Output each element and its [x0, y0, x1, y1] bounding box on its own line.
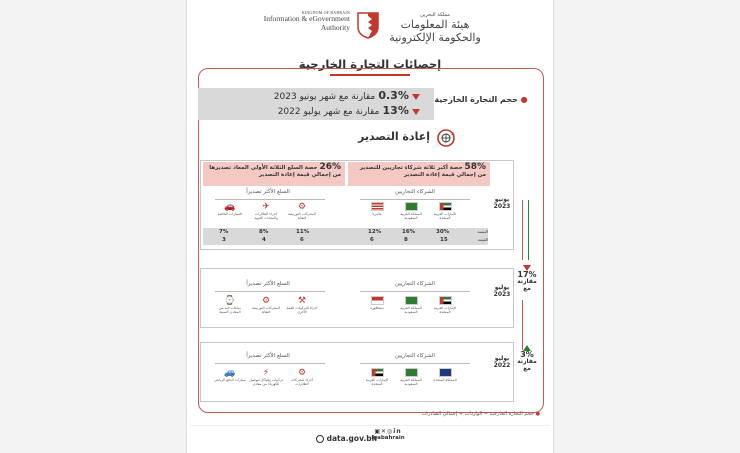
partner-uk [430, 368, 460, 382]
saudi-pct: 16% [402, 229, 416, 235]
comparison-text: مقارنة مع [517, 278, 537, 292]
partners-share-value: 58% [464, 162, 486, 172]
engine-icon: ⚙ [297, 202, 307, 212]
kingdom-ar: مملكة البحرين [420, 12, 450, 18]
turbojets-pct: 11% [296, 229, 310, 235]
comparison-july-2022 [516, 344, 538, 372]
trade-row-2-text: مقارنة مع شهر يوليو 2022 [277, 107, 380, 117]
agency-name-en [250, 10, 350, 32]
agency-name-ar [385, 12, 485, 44]
partner-uae [430, 296, 460, 314]
divider [360, 199, 470, 200]
saudi-flag-icon [405, 296, 418, 305]
divider [215, 363, 325, 364]
footnote [370, 411, 540, 417]
products-share-header [203, 162, 345, 186]
aircraft-part-icon: ✈ [262, 202, 270, 212]
partner-name: المملكة المتحدة [433, 378, 457, 382]
engine-icon: ⚙ [261, 296, 271, 306]
cars-pct: 7% [219, 229, 229, 235]
trade-row-2 [250, 104, 420, 117]
connector-line [522, 300, 523, 350]
data-gov-text: data.gov.bh [326, 434, 377, 443]
divider [215, 291, 325, 292]
social-icons: ▣✕◎in [374, 428, 402, 435]
singapore-flag-icon [371, 296, 384, 305]
product-name: أجزاء الطائرات والمعدات الجوية [254, 212, 278, 220]
partner-name: سنغافورة [370, 306, 384, 310]
connector-line [522, 200, 523, 260]
date-july-2023 [490, 284, 514, 298]
reexport-title: إعادة التصدير [358, 130, 430, 143]
products-subtitle: السلع الأكثر تصديراً [246, 281, 290, 287]
partner-saudi [396, 368, 426, 386]
comparison-value: 3% [520, 350, 534, 359]
footnote-text: حجم التجارة الخارجية = الواردات + إجمالي الصادرات [421, 411, 535, 417]
partner-saudi [396, 202, 426, 220]
saudi-flag-icon [405, 202, 418, 211]
product-name: ساعات اليد من المعادن الثمينة [218, 306, 242, 314]
car-icon: 🚗 [224, 202, 236, 212]
date-year: 2023 [493, 291, 511, 298]
agency-ar: هيئة المعلومات والحكومة الإلكترونية [389, 18, 481, 44]
divider [360, 363, 470, 364]
partner-uae [430, 202, 460, 220]
product-name: السيارات الخاصة [217, 212, 243, 216]
date-year: 2023 [493, 203, 511, 210]
aircraft-parts-pct: 8% [259, 229, 269, 235]
panel-july-2023 [200, 268, 514, 328]
trade-row-1-value: 0.3% [378, 89, 409, 102]
uae-value: 15 [440, 237, 448, 243]
partner-name: المملكة العربية السعودية [400, 378, 422, 386]
partner-name: الإمارات العربية المتحدة [365, 378, 389, 386]
partners-subtitle: الشركاء التجاريين [395, 281, 435, 287]
label-value: القيمة [477, 237, 488, 242]
cars-value: 3 [222, 237, 226, 243]
partner-malaysia [362, 202, 392, 216]
agency-line-1: Information & eGovernment [263, 14, 350, 23]
product-aircraft-engine-parts [285, 368, 319, 386]
product-aircraft-parts [249, 202, 283, 220]
social-handle-text: igabahrain [371, 435, 405, 441]
date-year: 2022 [493, 362, 511, 369]
uae-flag-icon [439, 202, 452, 211]
turbojets-value: 6 [300, 237, 304, 243]
divider [360, 291, 470, 292]
comparison-value: 17% [517, 270, 537, 279]
globe-icon [316, 435, 324, 443]
date-july-2022 [490, 355, 514, 369]
bullet-icon: ● [535, 411, 540, 417]
uae-pct: 30% [436, 229, 450, 235]
foreign-trade-text: حجم التجارة الخارجية [434, 95, 518, 104]
products-share-value: 26% [319, 162, 341, 172]
globe-refresh-icon [436, 128, 456, 148]
date-month: يوليو [494, 284, 510, 291]
saudi-flag-icon [405, 368, 418, 377]
foreign-trade-label [420, 95, 542, 104]
partners-subtitle: الشركاء التجاريين [395, 353, 435, 359]
aircraft-parts-value: 4 [262, 237, 266, 243]
product-parts [285, 296, 319, 314]
malaysia-pct: 12% [368, 229, 382, 235]
product-cars [213, 202, 247, 216]
comparison-june-2023 [516, 264, 538, 292]
malaysia-value: 6 [370, 237, 374, 243]
product-watches [213, 296, 247, 314]
label-pct: النسبة [477, 229, 488, 234]
product-name: تركيبات وهياكل لتوصيل الكهرباء من معادن [249, 378, 283, 386]
date-month: يوليو [494, 355, 510, 362]
product-name: أجزاء للتركيبات الفنية الأخرى [286, 306, 318, 314]
page-title: إحصائات التجارة الخارجية [298, 57, 442, 71]
panel-july-2022 [200, 342, 514, 402]
partner-name: الإمارات العربية المتحدة [433, 212, 457, 220]
date-month: يونيو [494, 196, 510, 203]
partner-saudi [396, 296, 426, 314]
trade-row-2-value: 13% [382, 104, 409, 117]
partner-uae [362, 368, 392, 386]
parts-icon: ⚒ [297, 296, 307, 306]
product-turbojets [249, 296, 283, 314]
product-name: المحركات التوربينية النفاثة [251, 306, 280, 314]
date-june-2023 [490, 196, 514, 210]
partner-singapore [362, 296, 392, 310]
kingdom-label: KINGDOM OF BAHRAIN [301, 10, 350, 15]
uae-flag-icon [371, 368, 384, 377]
products-share-text: حصة السلع الثلاثة الأولى المعاد تصديرها من إجمالي قيمة إعادة التصدير [209, 165, 341, 178]
partner-name: المملكة العربية السعودية [400, 212, 422, 220]
product-name: أجزاء لمحركات الطائرات [290, 378, 314, 386]
connector-line [528, 200, 529, 260]
bullet-icon: ● [520, 95, 528, 104]
partner-name: المملكة العربية السعودية [400, 306, 422, 314]
product-name: سيارات الدفع الرباعي [214, 378, 246, 382]
partners-share-text: حصة أكبر ثلاثة شركاء تجاريين للتصدير من إجمالي قيمة إعادة التصدير [359, 165, 486, 178]
decrease-icon [412, 109, 420, 115]
trade-row-1 [250, 89, 420, 102]
product-suv [213, 368, 247, 382]
comparison-text: مقارنة مع [517, 358, 537, 372]
product-electric-fittings [249, 368, 283, 386]
product-name: المحركات التوربينية النفاثة [287, 212, 316, 220]
product-turbojets [285, 202, 319, 220]
partners-share-header [348, 162, 490, 186]
uae-flag-icon [439, 296, 452, 305]
engine-icon: ⚙ [297, 368, 307, 378]
products-subtitle: السلع الأكثر تصديراً [246, 189, 290, 195]
bahrain-seal-logo [356, 11, 380, 39]
trade-row-1-text: مقارنة مع شهر يونيو 2023 [273, 92, 376, 102]
agency-line-2: Authority [320, 22, 350, 32]
social-handles[interactable] [368, 428, 408, 441]
uk-flag-icon [439, 368, 452, 377]
malaysia-flag-icon [371, 202, 384, 211]
watch-icon: ⌚ [224, 296, 236, 306]
fitting-icon: ⚡ [262, 368, 270, 378]
partner-name: الإمارات العربية المتحدة [433, 306, 457, 314]
partners-subtitle: الشركاء التجاريين [395, 189, 435, 195]
products-subtitle: السلع الأكثر تصديراً [246, 353, 290, 359]
car-icon: 🚙 [224, 368, 236, 378]
partner-name: ماليزيا [372, 212, 382, 216]
decrease-icon [412, 94, 420, 100]
saudi-value: 8 [404, 237, 408, 243]
divider [215, 199, 325, 200]
